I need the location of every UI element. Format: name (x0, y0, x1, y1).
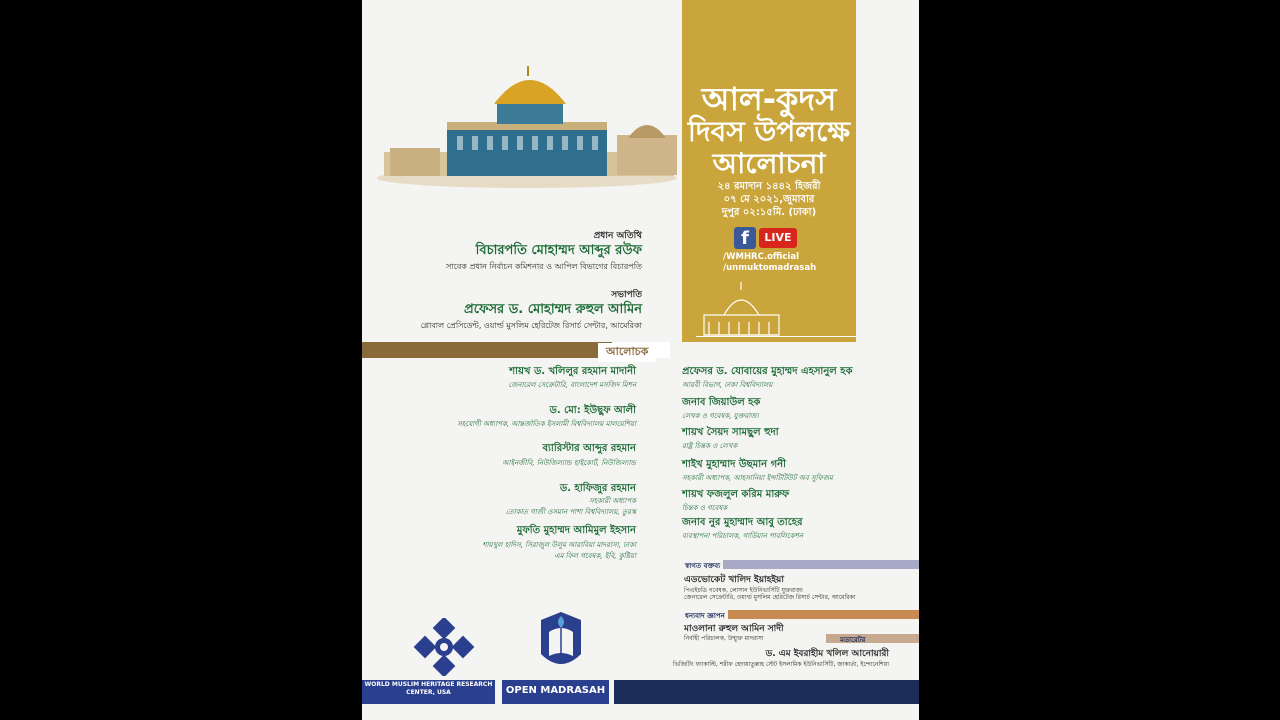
speaker-right-3-desc: রাষ্ট্র চিন্তক ও লেখক (682, 442, 738, 450)
welcome-desc-1: পিএইচডি গবেষক, লোসান ইউনিভার্সিটি যুক্তরাজ্য (684, 587, 803, 594)
thanks-heading: ধন্যবাদ জ্ঞাপন (682, 610, 728, 622)
moderator-name: ড. এম ইবরাহীম খলিল আনোয়ারী (765, 649, 889, 659)
thanks-desc: নির্বাহী পরিচালক, উন্মুক্ত মাদরাসা (684, 635, 764, 642)
speaker-right-1-name: প্রফেসর ড. যোবায়ের মুহাম্মদ এহসানুল হক (682, 366, 853, 377)
welcome-desc-2: জেনারেল সেক্রেটারি, ওয়ার্ল্ড মুসলিম হেরিটেজ রিসার্চ সেন্টার, আমেরিকা (684, 594, 856, 601)
speaker-right-2-name: জনাব জিয়াউল হক (682, 397, 761, 408)
open-madrasah-footer (502, 680, 609, 704)
speaker-left-5-name: মুফতি মুহাম্মদ আমিমুল ইহসান (516, 525, 636, 536)
hijri-date: ২৪ রমাদান ১৪৪২ হিজরী (717, 181, 821, 192)
title-line-3: আলোচনা (712, 147, 826, 180)
gregorian-date: ০৭ মে ২০২১,জুমাবার (723, 194, 815, 205)
speaker-right-4-name: শাইখ মুহাম্মাদ উছমান গনী (682, 459, 786, 470)
speaker-left-3-desc: আইনজীবি, নিউজিল্যান্ড হাইকোর্ট, নিউজিল্যান্ড (502, 459, 636, 467)
mosque-illustration (372, 60, 682, 190)
speaker-right-5-name: শায়খ ফজলুল করিম মারুফ (682, 489, 790, 500)
chief-guest-heading: প্রধান অতিথি (593, 231, 642, 241)
chair-name: প্রফেসর ড. মোহাম্মদ রুহুল আমিন (464, 302, 642, 317)
facebook-handle-2[interactable]: /unmuktomadrasah (723, 263, 817, 273)
event-poster (362, 0, 919, 720)
title-line-2: দিবস উপলক্ষে (687, 115, 851, 148)
chair-heading: সভাপতি (611, 290, 642, 300)
welcome-name: এডভোকেট খালিদ ইয়াহইয়া (684, 575, 784, 585)
speaker-left-5-desc-1: শায়খুল হাদিস, সিরাজুল উলুম আরাবিয়া মাদরাসা, ঢাকা (482, 541, 636, 549)
live-badge: LIVE (759, 228, 797, 248)
wmhrc-footer (362, 680, 495, 704)
mosque-outline-icon (694, 280, 784, 340)
speaker-right-6-name: জনাব নুর মুহাম্মাদ আবু তাহের (682, 517, 803, 528)
speaker-right-2-desc: লেখক ও গবেষক, যুক্তরাজ্য (682, 412, 759, 420)
speaker-right-5-desc: চিন্তক ও গবেষক (682, 504, 728, 512)
wmhrc-logo-icon (414, 618, 474, 676)
footer-bar (614, 680, 919, 704)
speaker-right-6-desc: ব্যবস্থাপনা পরিচালক, গার্ডিয়ান পাবলিকেশন (682, 532, 803, 540)
speaker-left-1-name: শায়খ ড. খলিলুর রহমান মাদানী (509, 366, 636, 377)
chief-guest-name: বিচারপতি মোহাম্মদ আব্দুর রউফ (475, 243, 642, 258)
wmhrc-label: WORLD MUSLIM HERITAGE RESEARCH CENTER, USA (364, 681, 493, 696)
moderator-heading: মডারেটর (840, 636, 866, 644)
welcome-heading: স্বাগত বক্তব্য (682, 560, 723, 572)
speaker-left-4-desc-2: তোকাত গাজী ওসমান পাশা বিশ্ববিদ্যালয়, তুরস্ক (505, 508, 636, 516)
speaker-right-1-desc: আরবী বিভাগ, ঢাকা বিশ্ববিদ্যালয় (682, 381, 773, 389)
speaker-left-4-desc-1: সহকারী অধ্যাপক (588, 497, 636, 505)
moderator-desc: ভিজিটিং ফ্যাকাল্টি, শরীফ হেদায়াতুল্লাহ স্টেট ইসলামিক ইউনিভার্সিটি, জাকার্তা, ইন্দোনেশিয়া (672, 661, 889, 668)
open-madrasah-logo-icon (535, 610, 587, 676)
speaker-left-2-name: ড. মো: ইউছুফ আলী (549, 405, 636, 416)
title-panel (682, 0, 856, 342)
chair-desc: গ্লোবাল প্রেসিডেন্ট, ওয়ার্ল্ড মুসলিম হেরিটেজ রিসার্চ সেন্টার, আমেরিকা (420, 321, 642, 330)
speaker-right-4-desc: সহকারী অধ্যাপক, আহসানিয়া ইন্সটিটিউট অব সুফিজম (682, 474, 833, 482)
speaker-left-5-desc-2: এম ফিল গবেষক, ইবি, কুষ্টিয়া (554, 552, 636, 560)
speaker-left-3-name: ব্যারিস্টার আব্দুর রহমান (542, 443, 636, 454)
chief-guest-desc: সাবেক প্রধান নির্বাচন কমিশনার ও আপিল বিভাগের বিচারপতি (446, 262, 642, 271)
title-line-1: আল-কুদস (701, 80, 837, 118)
event-time: দুপুর ০২:১৫মি. (ঢাকা) (721, 207, 817, 218)
speaker-left-4-name: ড. হাফিজুর রহমান (559, 483, 636, 494)
open-madrasah-label: OPEN MADRASAH (505, 685, 606, 696)
thanks-name: মাওলানা রুহুল আমিন সাদী (684, 624, 784, 634)
facebook-handle-1[interactable]: /WMHRC.official (723, 252, 799, 262)
speaker-left-1-desc: জেনারেল সেক্রেটারি, বাংলাদেশ মসজিদ মিশন (508, 381, 636, 389)
speakers-heading: আলোচক (598, 343, 656, 362)
speakers-heading-bar (362, 342, 670, 358)
speaker-right-3-name: শায়খ সৈয়দ সামছুল হুদা (682, 427, 779, 438)
speaker-left-2-desc: সহযোগী অধ্যাপক, আন্তর্জাতিক ইসলামী বিশ্ববিদ্যালয় মালয়েশিয়া (457, 420, 636, 428)
facebook-icon: f (734, 227, 756, 249)
